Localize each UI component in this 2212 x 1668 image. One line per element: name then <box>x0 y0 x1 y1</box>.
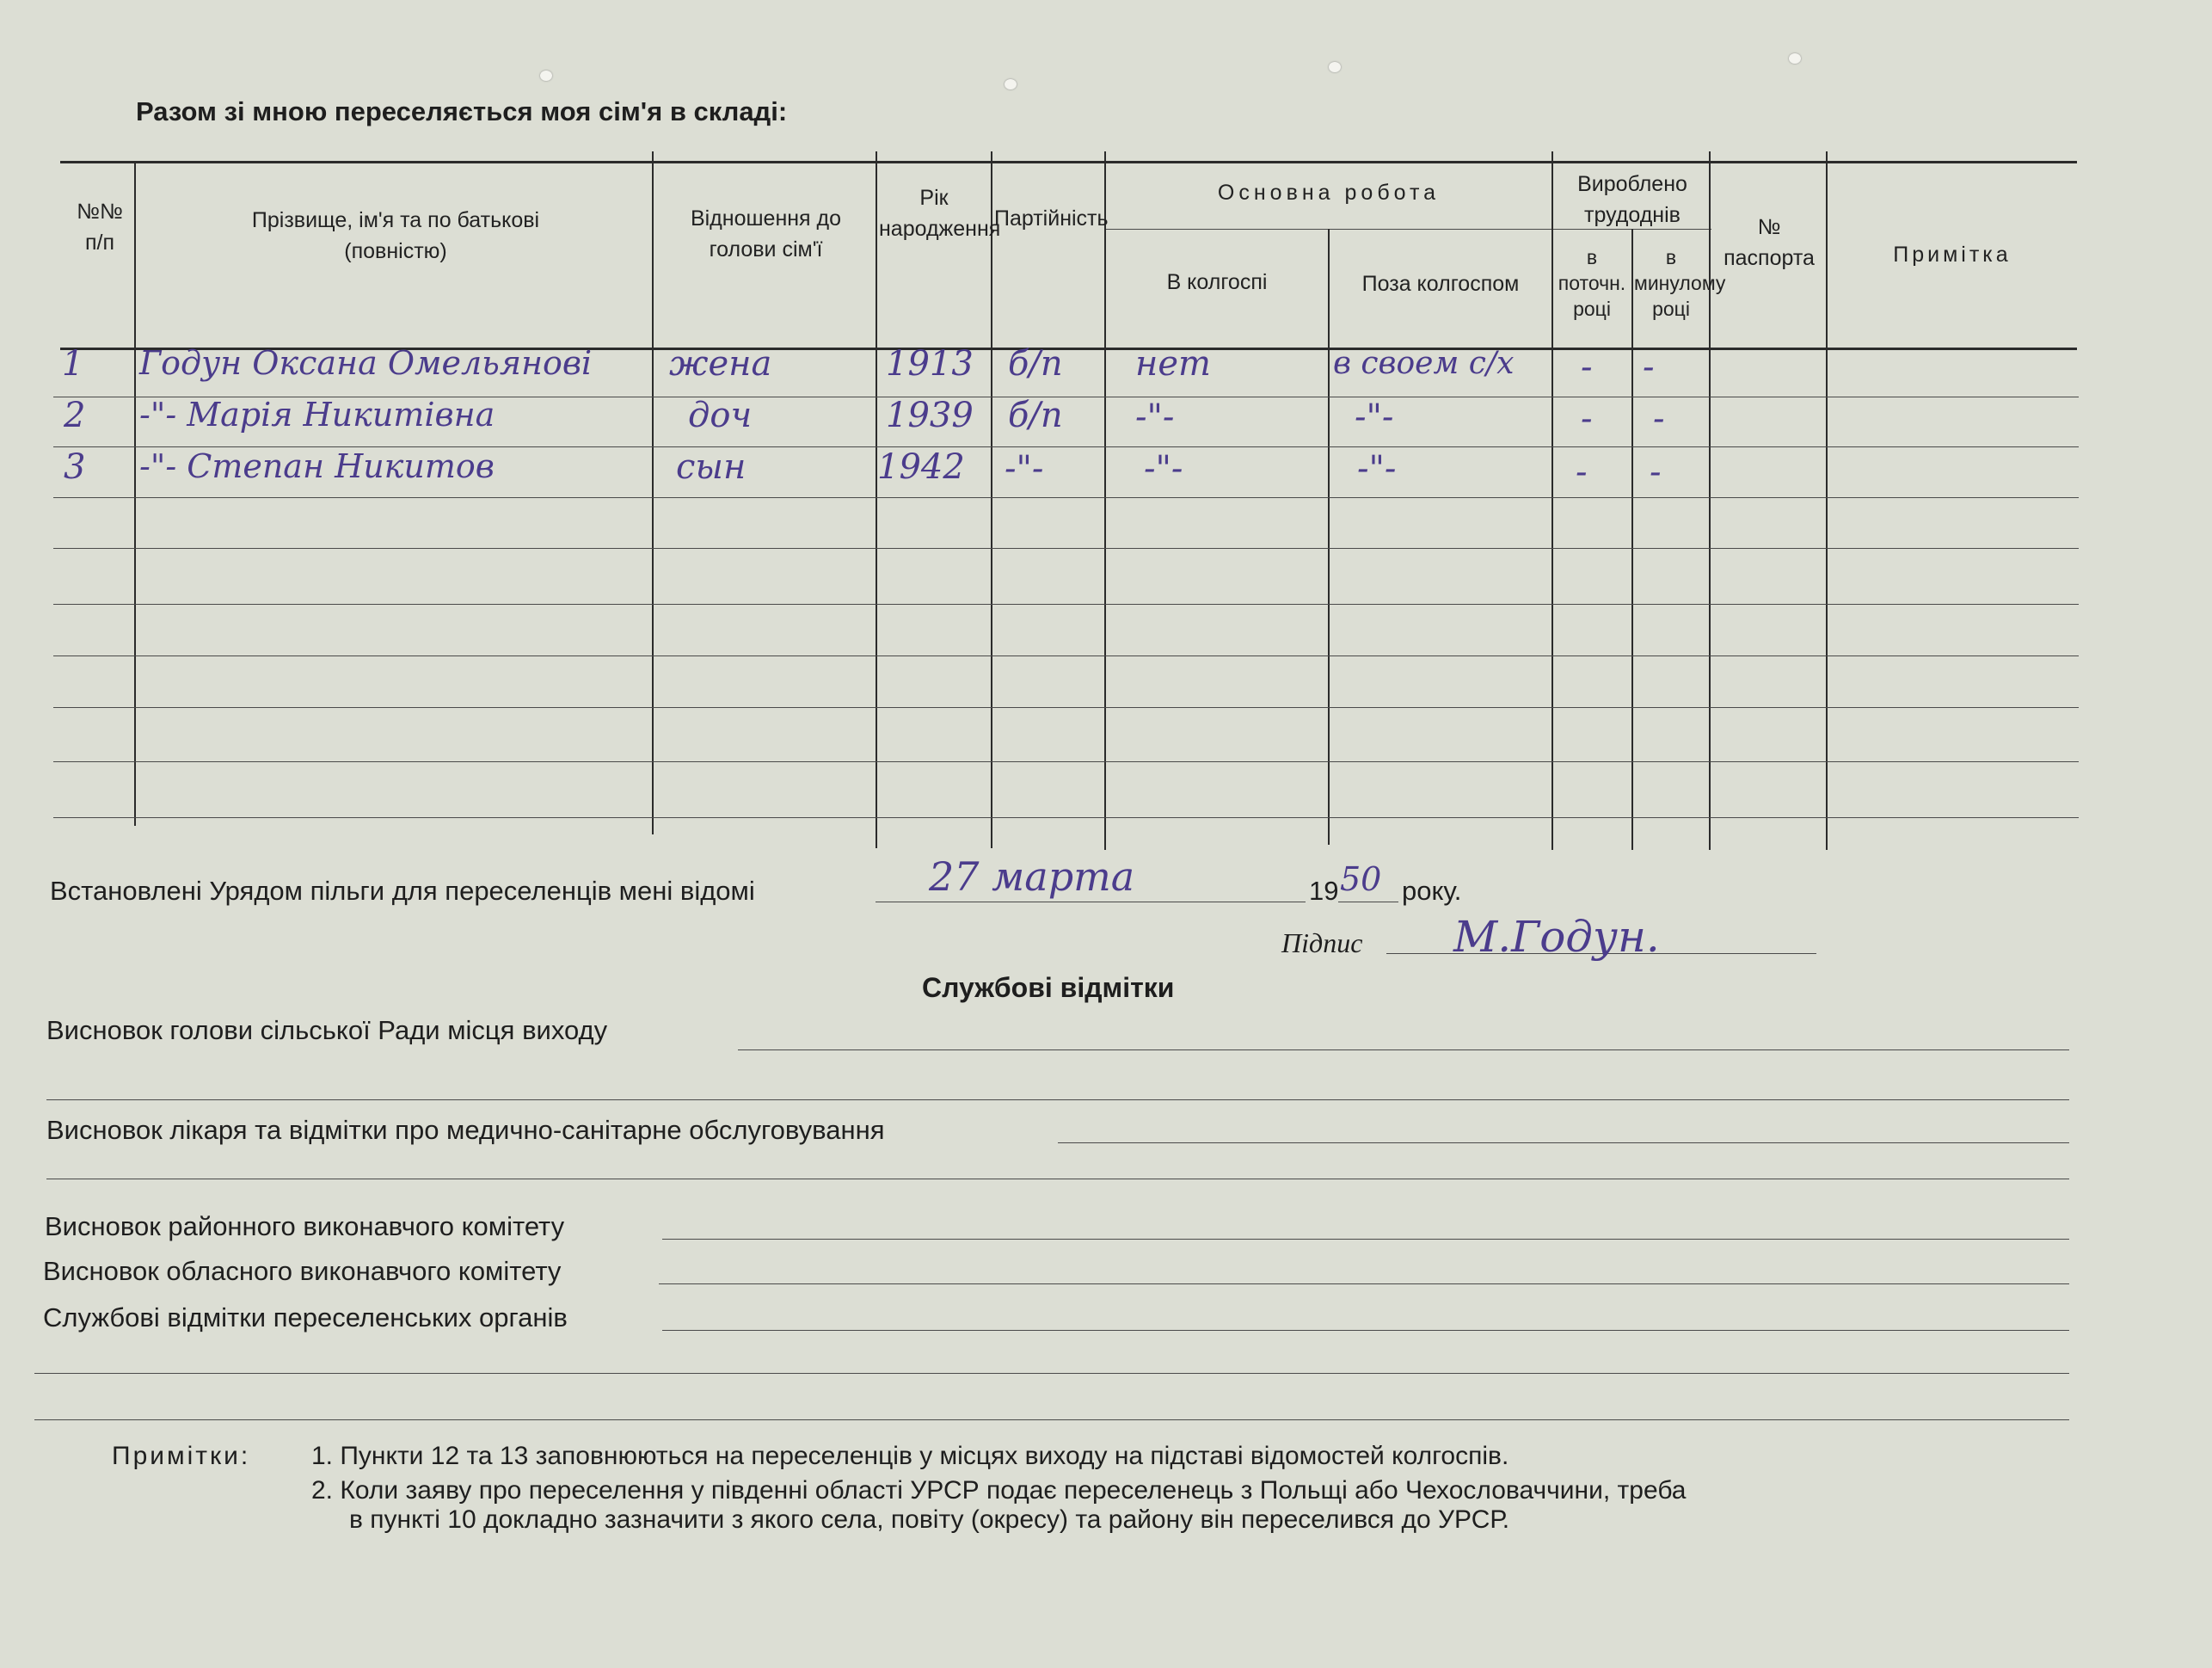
fill-line <box>738 1049 2069 1050</box>
row-kolhosp: нет <box>1135 344 1211 384</box>
row-current: - <box>1576 452 1588 492</box>
year-prefix: 19 <box>1309 876 1339 906</box>
service-title: Службові відмітки <box>922 972 1175 1003</box>
notes-label: Примітки: <box>112 1442 251 1470</box>
service-line-oblast: Висновок обласного виконавчого комітету <box>43 1256 562 1286</box>
header-note: Примітка <box>1893 243 2012 267</box>
punch-hole <box>1789 53 1801 64</box>
row-party: -"- <box>1005 449 1044 489</box>
row-relation: доч <box>688 396 753 435</box>
fill-line <box>662 1239 2069 1240</box>
signature-label: Підпис <box>1281 927 1363 958</box>
header-main-work: Основна робота <box>1217 181 1441 205</box>
fill-line <box>34 1373 2069 1374</box>
header-passport: № паспорта <box>1724 215 1815 270</box>
intro-text: Разом зі мною переселяється моя сім'я в складі: <box>136 96 788 126</box>
row-year: 1942 <box>877 447 965 487</box>
year-handwritten: 50 <box>1340 860 1382 898</box>
punch-hole <box>1329 62 1341 72</box>
row-num: 2 <box>64 396 86 435</box>
header-last-year: в минулому році <box>1634 246 1726 320</box>
note-item-2: 2. Коли заяву про переселення у південні області УРСР подає переселенець з Польщі або Чехословаччини, треба <box>311 1476 1687 1505</box>
fill-line <box>659 1283 2069 1284</box>
note-item-1: 1. Пункти 12 та 13 заповнюються на переселенців у місцях виходу на підставі відомостей колгоспів. <box>311 1442 1509 1470</box>
col-line <box>652 151 654 834</box>
row-outside: -"- <box>1357 449 1397 489</box>
header-year: Рік народження <box>879 186 1001 241</box>
row-rule <box>53 548 2079 549</box>
col-line <box>134 162 136 826</box>
header-current-year: в поточн. році <box>1558 246 1626 320</box>
header-relation: Відношення до голови сім'ї <box>690 206 842 262</box>
row-last: - <box>1653 399 1665 439</box>
row-name: Годун Оксана Омельянові <box>139 344 593 382</box>
col-line <box>991 151 992 848</box>
signature-value: М.Годун. <box>1453 912 1660 962</box>
row-kolhosp: -"- <box>1144 449 1183 489</box>
service-line-village: Висновок голови сільської Ради місця виходу <box>46 1015 608 1045</box>
col-line <box>876 151 877 848</box>
row-last: - <box>1643 348 1655 387</box>
row-rule <box>53 761 2079 762</box>
row-relation: сын <box>676 447 747 487</box>
row-year: 1913 <box>886 344 974 384</box>
punch-hole <box>1005 79 1017 89</box>
header-in-kolhosp: В колгоспі <box>1166 270 1268 294</box>
row-year: 1939 <box>886 396 974 435</box>
punch-hole <box>540 71 552 81</box>
year-word: року. <box>1402 876 1462 906</box>
row-name: -"- Марія Никитівна <box>139 396 495 434</box>
row-num: 1 <box>62 344 84 384</box>
service-line-district: Висновок районного виконавчого комітету <box>45 1211 565 1241</box>
header-party: Партійність <box>994 206 1109 231</box>
note-item-2-cont: в пункті 10 докладно зазначити з якого села, повіту (окресу) та району він переселився до УРСР. <box>349 1505 1510 1534</box>
row-rule <box>53 497 2079 498</box>
header-trudodni: Вироблено трудоднів <box>1577 172 1687 227</box>
row-relation: жена <box>669 344 772 384</box>
fill-line <box>46 1099 2069 1100</box>
row-rule <box>53 817 2079 818</box>
row-party: б/п <box>1008 344 1063 384</box>
row-rule <box>53 604 2079 605</box>
col-line <box>1826 151 1828 850</box>
service-line-resettlement: Службові відмітки переселенських органів <box>43 1302 568 1333</box>
row-kolhosp: -"- <box>1135 397 1175 437</box>
row-last: - <box>1650 452 1662 492</box>
service-line-doctor: Висновок лікаря та відмітки про медично-санітарне обслуговування <box>46 1115 885 1145</box>
benefits-text: Встановлені Урядом пільги для переселенців мені відомі <box>50 876 755 906</box>
col-line <box>1631 229 1633 850</box>
row-current: - <box>1581 348 1593 387</box>
fill-line <box>34 1419 2069 1420</box>
row-outside: -"- <box>1355 397 1394 437</box>
header-outside-kolhosp: Поза колгоспом <box>1361 272 1520 296</box>
col-line <box>1328 229 1330 845</box>
date-handwritten: 27 марта <box>929 853 1135 900</box>
row-outside: в своем с/х <box>1333 346 1515 381</box>
row-party: б/п <box>1008 396 1063 435</box>
col-line <box>1709 151 1711 850</box>
header-num: №№ п/п <box>77 200 123 255</box>
row-num: 3 <box>64 447 86 487</box>
row-rule <box>53 707 2079 708</box>
fill-line <box>662 1330 2069 1331</box>
row-name: -"- Степан Никитов <box>139 447 495 485</box>
header-name: Прізвище, ім'я та по батькові (повністю) <box>251 208 540 263</box>
row-current: - <box>1581 399 1593 439</box>
table-top-rule <box>60 161 2077 163</box>
fill-line <box>1058 1142 2069 1143</box>
col-line <box>1104 151 1106 850</box>
